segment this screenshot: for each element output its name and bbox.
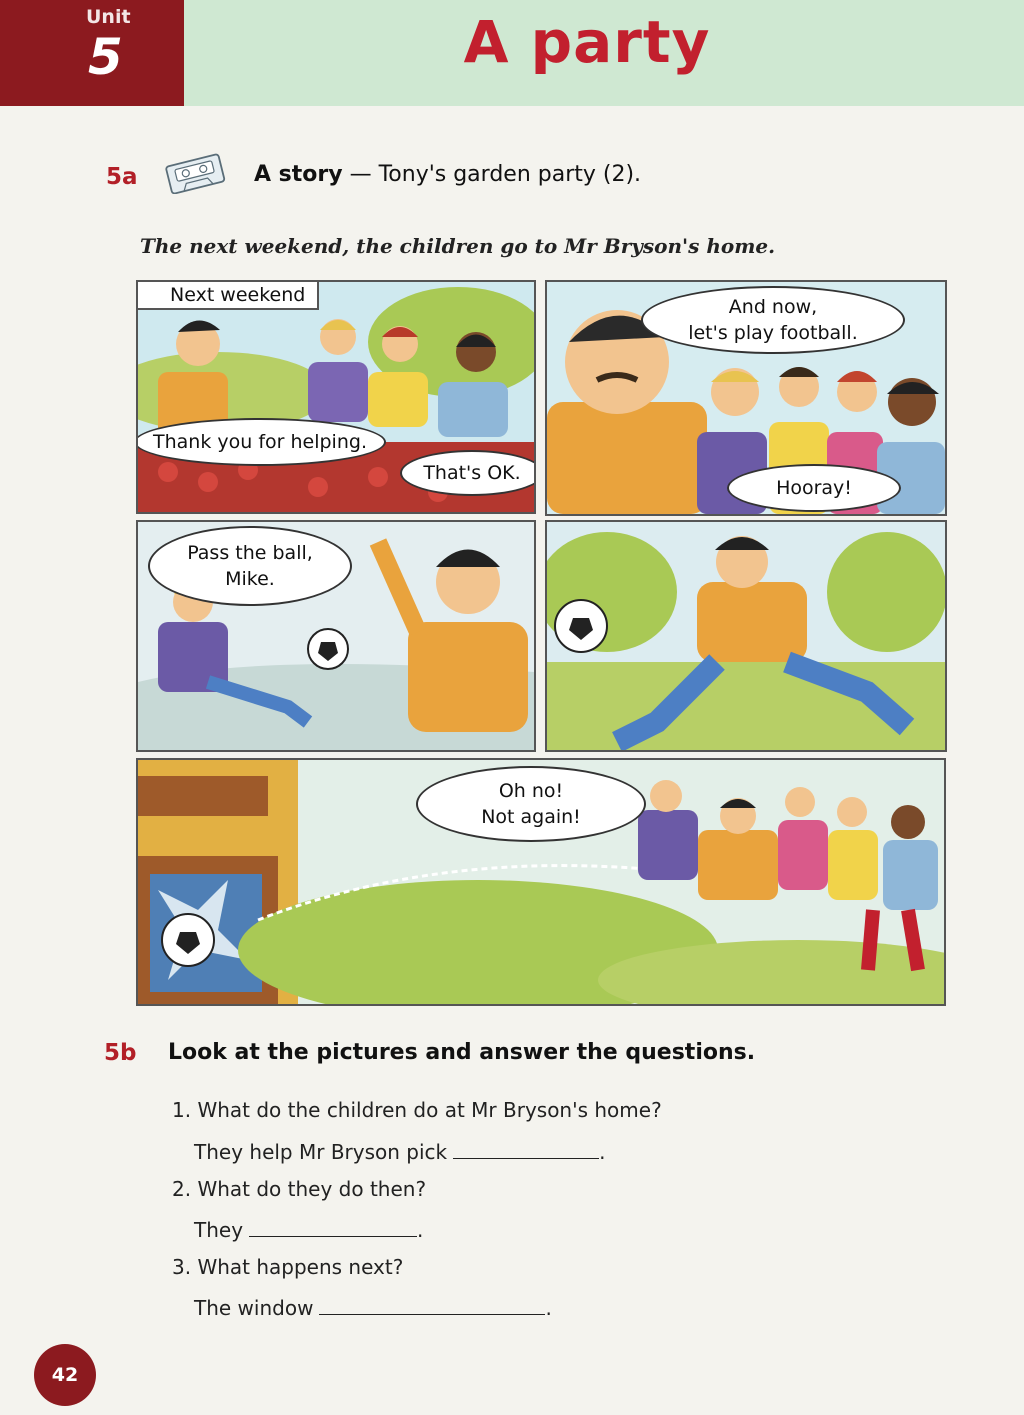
comic-panel-4 [545,520,947,752]
speech-bubble-pass: Pass the ball, Mike. [148,526,352,606]
question-1: 1. What do the children do at Mr Bryson's home? [172,1098,662,1122]
comic-panel-1 [136,280,536,514]
panel-caption: Next weekend [138,282,319,310]
answer-3-blank[interactable] [319,1294,545,1315]
comic-panel-2 [545,280,947,516]
unit-number: 5 [88,28,123,86]
speech-bubble-hooray: Hooray! [727,464,901,512]
cassette-icon[interactable] [162,152,228,194]
section-number-5a: 5a [106,164,138,190]
questions-heading: Look at the pictures and answer the questions. [168,1040,756,1065]
speech-bubble-football: And now, let's play football. [641,286,905,354]
speech-bubble-ohno: Oh no! Not again! [416,766,646,842]
answer-1 [194,1138,605,1164]
answer-3-text: The window [194,1296,314,1320]
comic-panel-3 [136,520,536,752]
answer-1-period: . [599,1140,606,1164]
page-number: 42 [34,1344,96,1406]
page-title: A party [463,8,711,76]
answer-3-period: . [545,1296,552,1320]
answer-2 [194,1216,423,1242]
unit-label: Unit [86,6,131,28]
speech-bubble-thanks: Thank you for helping. [136,418,386,466]
comic-panel-5 [136,758,946,1006]
answer-2-blank[interactable] [249,1216,417,1237]
answer-2-text: They [194,1218,244,1242]
story-subtitle: — Tony's garden party (2). [342,162,642,187]
unit-badge [0,0,184,106]
question-3: 3. What happens next? [172,1255,404,1279]
answer-3 [194,1294,552,1320]
answer-1-text: They help Mr Bryson pick [194,1140,448,1164]
answer-2-period: . [417,1218,424,1242]
question-2: 2. What do they do then? [172,1177,427,1201]
speech-bubble-ok: That's OK. [400,450,536,496]
section-number-5b: 5b [104,1040,137,1066]
story-heading [254,162,641,187]
answer-1-blank[interactable] [453,1138,599,1159]
story-label: A story [254,162,343,187]
story-intro: The next weekend, the children go to Mr Bryson's home. [140,234,776,258]
panel-4-illustration [547,522,945,750]
